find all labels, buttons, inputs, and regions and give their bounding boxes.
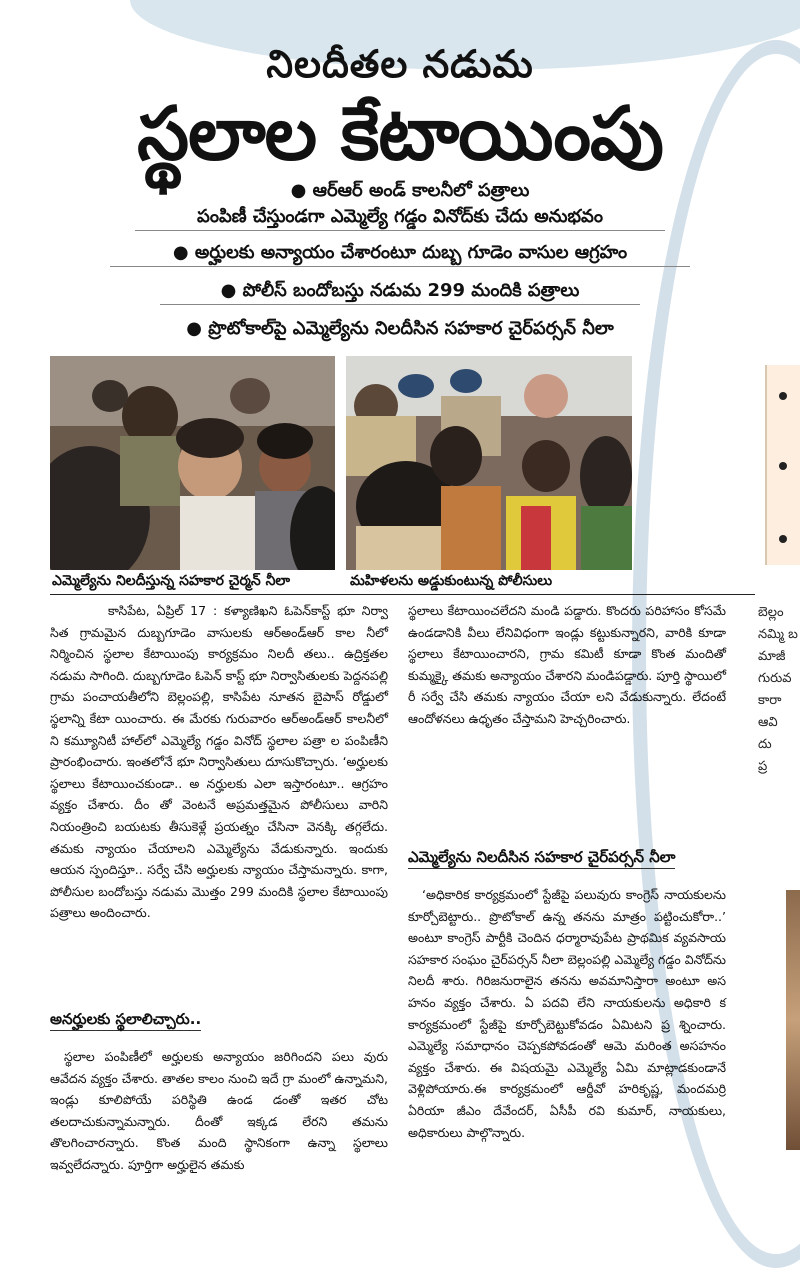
adjacent-article-text: గురువ — [758, 671, 792, 686]
bullet-dot-icon — [779, 462, 787, 470]
divider — [50, 594, 755, 595]
photo-caption-left: ఎమ్మెల్యేను నిలదీస్తున్న సహకార చైర్మన్‌ నీలా — [52, 573, 291, 589]
summary-bullet-continuation: పంపిణీ చేస్తుండగా ఎమ్మెల్యే గడ్డం వినోద్‌కు చేదు అనుభవం — [135, 204, 665, 231]
summary-bullet-text: ప్రొటోకాల్‌పై ఎమ్మెల్యేను నిలదీసిన సహకార చైర్‌పర్సన్‌ నీలా — [208, 318, 614, 339]
bullet-dot-icon — [779, 535, 787, 543]
summary-bullet: ● ప్రొటోకాల్‌పై ఎమ్మెల్యేను నిలదీసిన సహకార చైర్‌పర్సన్‌ నీలా — [186, 318, 614, 339]
summary-bullet: ● ఆర్‌ఆర్‌ అండ్‌ కాలనీలో పత్రాలు — [290, 180, 530, 201]
summary-bullet: ● పోలీస్‌ బందోబస్తు నడుమ 299 మందికి పత్రాలు — [160, 278, 640, 305]
photo-caption-right: మహిళలను అడ్డుకుంటున్న పోలీసులు — [350, 573, 553, 589]
adjacent-article-text: మాజీ — [758, 649, 786, 664]
article-column-1-continued — [50, 1046, 388, 1176]
subheading-ineligible-allotted: అనర్హులకు స్థలాలిచ్చారు.. — [50, 1008, 201, 1031]
article-paragraph: కాసిపేట, ఏప్రిల్‌ 17 : కళ్యాణిఖని ఓపెన్‌కాస్ట్‌ భూ నిర్వా సిత గ్రామమైన దుబ్బగూడెం వాసులకు ఆర్‌అండ్‌ఆర్‌ కాల నీలో నిర్మించిన స్థలాల కేటాయింపు కార్యక్రమం నిలదీ తలు.. ఉద్రిక్తతల నడుమ సాగింది. దుబ్బగూడెం ఓపెన్‌ కాస్ట్‌ భూ నిర్వాసితులకు పెద్దనపల్లి గ్రామ పంచాయతీలోని బెల్లంపల్లి, కాసిపేట నూతన బైపాస్‌ రోడ్డులో స్థలాన్ని కేటా యించారు. ఈ మేరకు గురువారం ఆర్‌అండ్‌ఆర్‌ కాలనీలో ని కమ్యూనిటీ హాల్‌లో ఎమ్మెల్యే గడ్డం వినోద్‌ స్థలాల పత్రా ల పంపిణీని ప్రారంభించారు. ఇంతలోనే భూ నిర్వాసితులు దూసుకొచ్చారు. ‘అర్హులకు స్థలాలు కేటాయించకుండా.. అ నర్హులకు ఎలా ఇస్తారంటూ.. ఆగ్రహం వ్యక్తం చేశారు. దీం తో వెంటనే అప్రమత్తమైన పోలీసులు వారిని నియంత్రించి బయటకు తీసుకెళ్లే ప్రయత్నం చేసినా వెనక్కి తగ్గలేదు. తమకు న్యాయం చేయాలని ఎమ్మెల్యేను వేడుకున్నారు. ఇందుకు ఆయన స్పందిస్తూ.. సర్వే చేసి అర్హులకు న్యాయం చేస్తామన్నారు. కాగా, పోలీసుల బందోబస్తు నడుమ మొత్తం 299 మందికి స్థలాల కేటాయింపు పత్రాలు అందించారు. — [50, 603, 388, 921]
article-column-2 — [408, 600, 726, 730]
article-column-1 — [50, 600, 388, 924]
summary-bullet-text: ఆర్‌ఆర్‌ అండ్‌ కాలనీలో పత్రాలు — [312, 180, 530, 201]
bullet-dot-icon — [779, 392, 787, 400]
summary-bullet-text: పోలీస్‌ బందోబస్తు నడుమ 299 మందికి పత్రాలు — [242, 280, 580, 301]
headline: స్థలాల కేటాయింపు — [137, 91, 663, 177]
photo-police-stopping-women — [346, 356, 632, 570]
article-column-2-continued — [408, 884, 726, 1143]
adjacent-article-text: దు — [758, 737, 772, 752]
photo-chairperson-questioning-mla — [50, 356, 335, 570]
summary-bullet: ● అర్హులకు అన్యాయం చేశారంటూ దుబ్బ గూడెం వాసుల ఆగ్రహం — [110, 240, 690, 267]
adjacent-article-text: ఆవి — [758, 715, 778, 730]
article-paragraph: స్థలాల పంపిణీలో అర్హులకు అన్యాయం జరిగిందని పలు వురు ఆవేదన వ్యక్తం చేశారు. తాతల కాలం నుంచి ఇదే గ్రా మంలో ఉన్నామని, ఇండ్లు కూలిపోయే పరిస్థితి ఉండ డంతో ఇతర చోట తలదాచుకున్నామన్నారు. దీంతో ఇక్కడ లేరని తమను తొలగించారన్నారు. కొంత మంది స్థానికంగా ఉన్నా స్థలాలు ఇవ్వలేదన్నారు. పూర్తిగా అర్హులైన తమకు — [50, 1049, 388, 1172]
subheading-chairperson-questions-mla: ఎమ్మెల్యేను నిలదీసిన సహకార చైర్‌పర్సన్‌ నీలా — [408, 846, 675, 869]
adjacent-article-text: నమ్మి బ — [758, 627, 798, 642]
adjacent-article-text: ప్ర — [758, 759, 768, 774]
headline-kicker: నిలదీతల నడుమ — [266, 42, 534, 86]
adjacent-article-text: బెల్లం — [758, 605, 784, 620]
article-paragraph: స్థలాలు కేటాయించలేదని మండి పడ్డారు. కొందరు పరిహాసం కోసమే ఉండడానికి వీలు లేనివిధంగా ఇండ్లు కట్టుకున్నారని, వారికి కూడా స్థలాలు కేటాయించారని, గ్రామ కమిటీ కూడా కొంత మందితో కుమ్మక్కై తమకు అన్యాయం చేశారని మండిపడ్డారు. పూర్తి స్థాయిలో రీ సర్వే చేసి తమకు న్యాయం చేయా లని వేడుకున్నారు. లేదంటే ఆందోళనలు ఉధృతం చేస్తామని హెచ్చరించారు. — [408, 603, 726, 726]
article-paragraph: ‘అధికారిక కార్యక్రమంలో స్టేజీపై పలువురు కాంగ్రెస్‌ నాయకులను కూర్చోబెట్టారు.. ప్రొటోకాల్‌ ఉన్న తనను మాత్రం పట్టించుకోరా..’ అంటూ కాంగ్రెస్‌ పార్టీకి చెందిన ధర్మారావుపేట ప్రాథమిక వ్యవసాయ సహకార సంఘం చైర్‌పర్సన్‌ నీలా బెల్లంపల్లి ఎమ్మెల్యే గడ్డం వినోద్‌ను నిలదీ శారు. గిరిజనురాలైన తనను అవమానిస్తారా అంటూ అస హనం వ్యక్తం చేశారు. ఏ పదవి లేని నాయకులను అధికారి క కార్యక్రమంలో స్టేజీపై కూర్చోబెట్టుకోవడం ఏమిటని ప్ర శ్నించారు. ఎమ్మెల్యే సమాధానం చెప్పకపోవడంతో ఆమె మరింత అసహనం వ్యక్తం చేశారు. ఈ విషయమై ఎమ్మెల్యే ఏమి మాట్లాడకుండానే వెళ్లిపోయారు.ఈ కార్యక్రమంలో ఆర్డీవో హరికృష్ణ, మందమర్రి ఏరియా జీఎం దేవేందర్‌, ఏసీపీ రవి కుమార్‌, నాయకులు, అధికారులు పాల్గొన్నారు. — [408, 887, 726, 1140]
summary-bullet-text: అర్హులకు అన్యాయం చేశారంటూ దుబ్బ గూడెం వాసుల ఆగ్రహం — [194, 242, 628, 263]
adjacent-photo — [786, 890, 800, 1150]
adjacent-article-text: కారా — [758, 693, 782, 708]
